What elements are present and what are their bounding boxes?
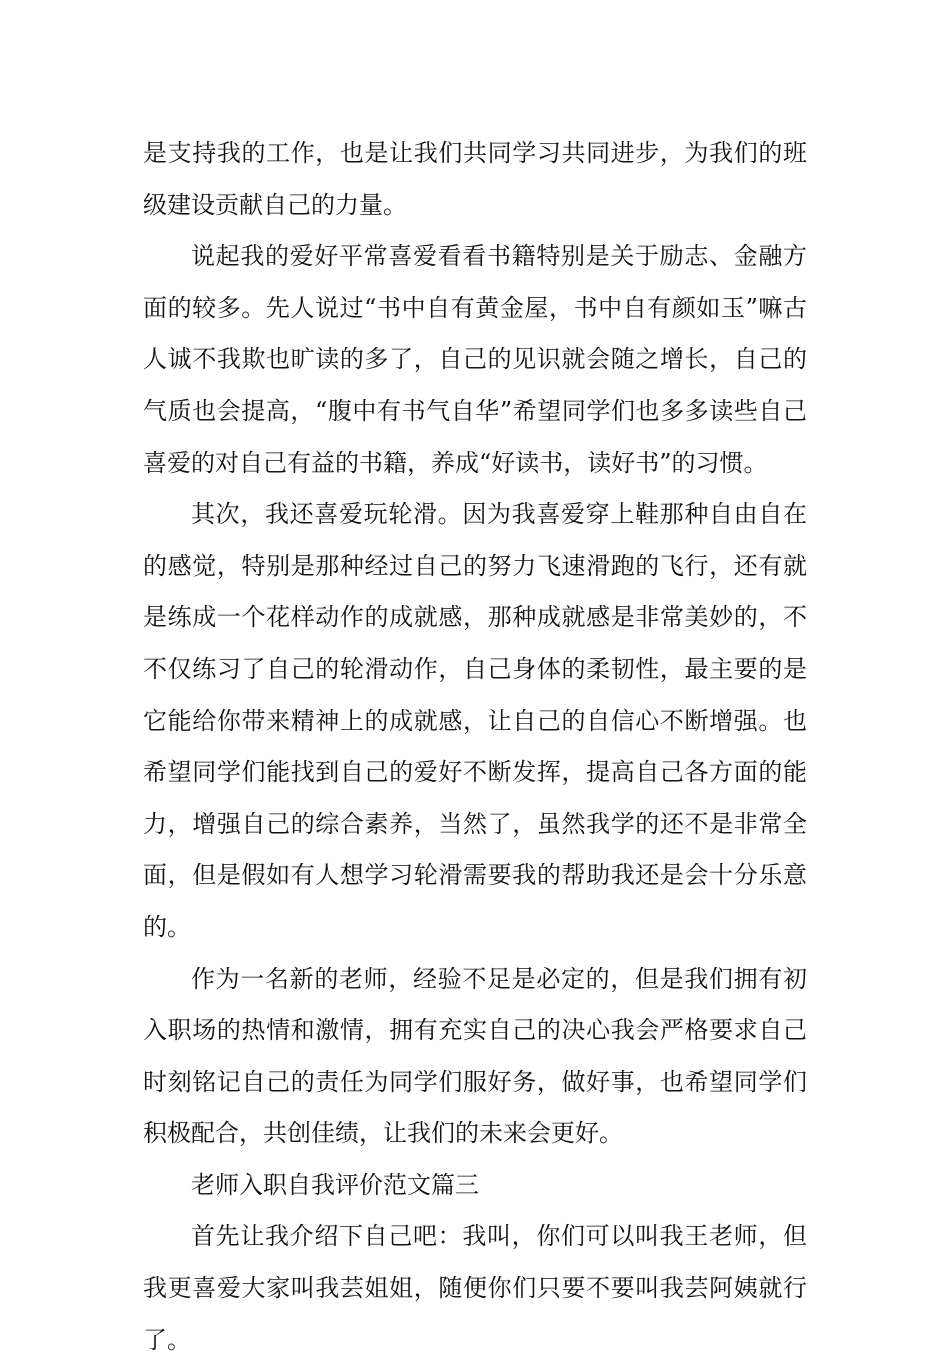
section-heading: 老师入职自我评价范文篇三 [191,1170,479,1199]
paragraph-continuation: 是支持我的工作，也是让我们共同学习共同进步，为我们的班级建设贡献自己的力量。 [143,139,807,219]
paragraph-hobby-reading: 说起我的爱好平常喜爱看看书籍特别是关于励志、金融方面的较多。先人说过“书中自有黄金屋，书中自有颜如玉”嘛古人诚不我欺也旷读的多了，自己的见识就会随之增长，自己的气质也会提高，“腹中有书气自华”希望同学们也多多读些自己喜爱的对自己有益的书籍，养成“好读书，读好书”的习惯。 [143,242,807,477]
document-body [143,128,807,1366]
paragraph-hobby-skating: 其次，我还喜爱玩轮滑。因为我喜爱穿上鞋那种自由自在的感觉，特别是那种经过自己的努力飞速滑跑的飞行，还有就是练成一个花样动作的成就感，那种成就感是非常美妙的，不不仅练习了自己的轮滑动作，自己身体的柔韧性，最主要的是它能给你带来精神上的成就感，让自己的自信心不断增强。也希望同学们能找到自己的爱好不断发挥，提高自己各方面的能力，增强自己的综合素养，当然了，虽然我学的还不是非常全面，但是假如有人想学习轮滑需要我的帮助我还是会十分乐意的。 [143,500,807,941]
paragraph-new-teacher: 作为一名新的老师，经验不足是必定的，但是我们拥有初入职场的热情和激情，拥有充实自己的决心我会严格要求自己时刻铭记自己的责任为同学们服好务，做好事，也希望同学们积极配合，共创佳绩，让我们的未来会更好。 [143,964,807,1148]
paragraph-introduction: 首先让我介绍下自己吧：我叫，你们可以叫我王老师，但我更喜爱大家叫我芸姐姐，随便你们只要不要叫我芸阿姨就行了。 [143,1222,807,1354]
